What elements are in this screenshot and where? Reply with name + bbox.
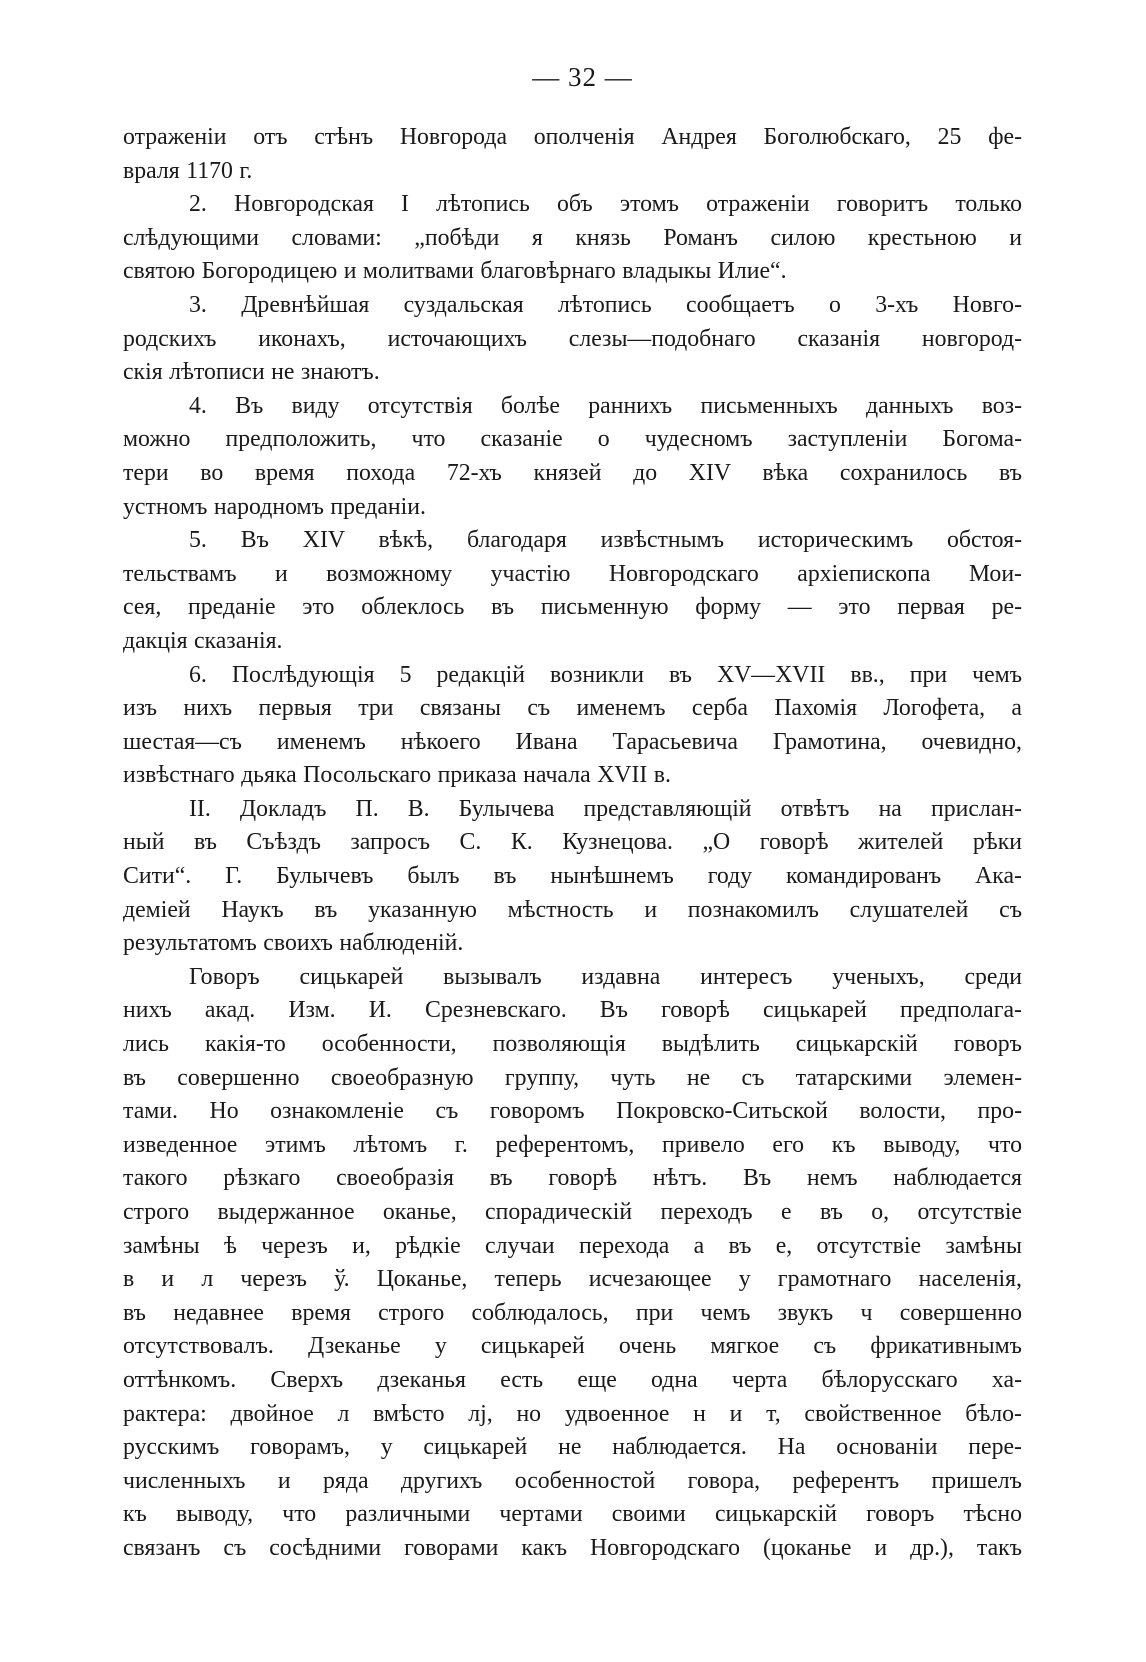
text-line: тери во время похода 72-хъ князей до XIV вѣка сохранилось въ <box>123 459 1022 486</box>
text-line: родскихъ иконахъ, источающихъ слезы—подобнаго сказанія новгород- <box>123 325 1022 352</box>
text-line: в и л черезъ ў. Цоканье, теперь исчезающее у грамотнаго населенія, <box>123 1266 1022 1293</box>
text-line: тельствамъ и возможному участію Новгородскаго архіепископа Мои- <box>123 560 1022 587</box>
text-line: оттѣнкомъ. Сверхъ дзеканья есть еще одна черта бѣлорусскаго ха- <box>123 1366 1022 1393</box>
text-line: Сити“. Г. Булычевъ былъ въ нынѣшнемъ году командированъ Ака- <box>123 863 1022 890</box>
text-line: въ недавнее время строго соблюдалось, при чемъ звукъ ч совершенно <box>123 1299 1022 1326</box>
text-line: нихъ акад. Изм. И. Срезневскаго. Въ говорѣ сицькарей предполага- <box>123 997 1022 1024</box>
text-line: къ выводу, что различными чертами своими сицькарскій говоръ тѣсно <box>123 1501 1022 1528</box>
text-line: рактера: двойное л вмѣсто лј, но удвоенное н и т, свойственное бѣло- <box>123 1400 1022 1427</box>
text-line: дакція сказанія. <box>123 627 283 654</box>
text-line: численныхъ и ряда другихъ особенностой говора, референтъ пришелъ <box>123 1467 1022 1494</box>
text-line: скія лѣтописи не знаютъ. <box>123 359 380 386</box>
text-line: результатомъ своихъ наблюденій. <box>123 930 464 957</box>
text-line: тами. Но ознакомленіе съ говоромъ Покровско-Ситьской волости, про- <box>123 1098 1022 1125</box>
text-line: устномъ народномъ преданіи. <box>123 493 426 520</box>
text-line: русскимъ говорамъ, у сицькарей не наблюдается. На основаніи пере- <box>123 1434 1022 1461</box>
text-line: въ совершенно своеобразную группу, чуть не съ татарскими элемен- <box>123 1064 1022 1091</box>
text-line: враля 1170 г. <box>123 157 253 184</box>
body-text <box>123 121 1022 1566</box>
text-line: отраженіи отъ стѣнъ Новгорода ополченія Андрея Боголюбскаго, 25 фе- <box>123 124 1022 150</box>
text-line: Говоръ сицькарей вызывалъ издавна интересъ ученыхъ, среди <box>189 963 1022 990</box>
text-line: изъ нихъ первыя три связаны съ именемъ серба Пахомія Логофета, а <box>123 695 1022 722</box>
text-line: 2. Новгородская I лѣтопись объ этомъ отраженіи говоритъ только <box>189 191 1022 218</box>
text-line: можно предположить, что сказаніе о чудесномъ заступленіи Богома- <box>123 426 1022 453</box>
text-line: II. Докладъ П. В. Булычева представляющій отвѣтъ на прислан- <box>189 795 1022 822</box>
text-line: шестая—съ именемъ нѣкоего Ивана Тарасьевича Грамотина, очевидно, <box>123 728 1022 755</box>
text-line: 3. Древнѣйшая суздальская лѣтопись сообщаетъ о 3-хъ Новго- <box>189 291 1022 318</box>
text-line: ный въ Съѣздъ запросъ С. К. Кузнецова. „О говорѣ жителей рѣки <box>123 829 1022 856</box>
text-line: отсутствовалъ. Дзеканье у сицькарей очень мягкое съ фрикативнымъ <box>123 1333 1022 1360</box>
text-line: 5. Въ XIV вѣкѣ, благодаря извѣстнымъ историческимъ обстоя- <box>189 527 1022 554</box>
text-line: лись какія-то особенности, позволяющія выдѣлить сицькарскій говоръ <box>123 1031 1022 1058</box>
text-line: замѣны ѣ черезъ и, рѣдкіе случаи перехода а въ е, отсутствіе замѣны <box>123 1232 1022 1259</box>
text-line: строго выдержанное оканье, спорадическій переходъ е въ о, отсутствіе <box>123 1199 1022 1225</box>
text-line: слѣдующими словами: „побѣди я князь Романъ силою крестьною и <box>123 224 1022 251</box>
text-line: деміей Наукъ въ указанную мѣстность и познакомилъ слушателей съ <box>123 896 1022 923</box>
page-number: — 32 — <box>532 62 633 92</box>
text-line: святою Богородицею и молитвами благовѣрнаго владыкы Илие“. <box>123 258 787 285</box>
text-line: 6. Послѣдующія 5 редакцій возникли въ XV—XVII вв., при чемъ <box>189 661 1022 688</box>
text-line: такого рѣзкаго своеобразія въ говорѣ нѣтъ. Въ немъ наблюдается <box>123 1165 1022 1192</box>
text-line: изведенное этимъ лѣтомъ г. референтомъ, привело его къ выводу, что <box>123 1131 1022 1158</box>
text-line: извѣстнаго дьяка Посольскаго приказа начала XVII в. <box>123 762 671 789</box>
text-line: 4. Въ виду отсутствія болѣе раннихъ письменныхъ данныхъ воз- <box>189 392 1022 419</box>
text-line: сея, преданіе это облеклось въ письменную форму — это первая ре- <box>123 594 1022 621</box>
text-line: связанъ съ сосѣдними говорами какъ Новгородскаго (цоканье и др.), такъ <box>123 1534 1022 1561</box>
